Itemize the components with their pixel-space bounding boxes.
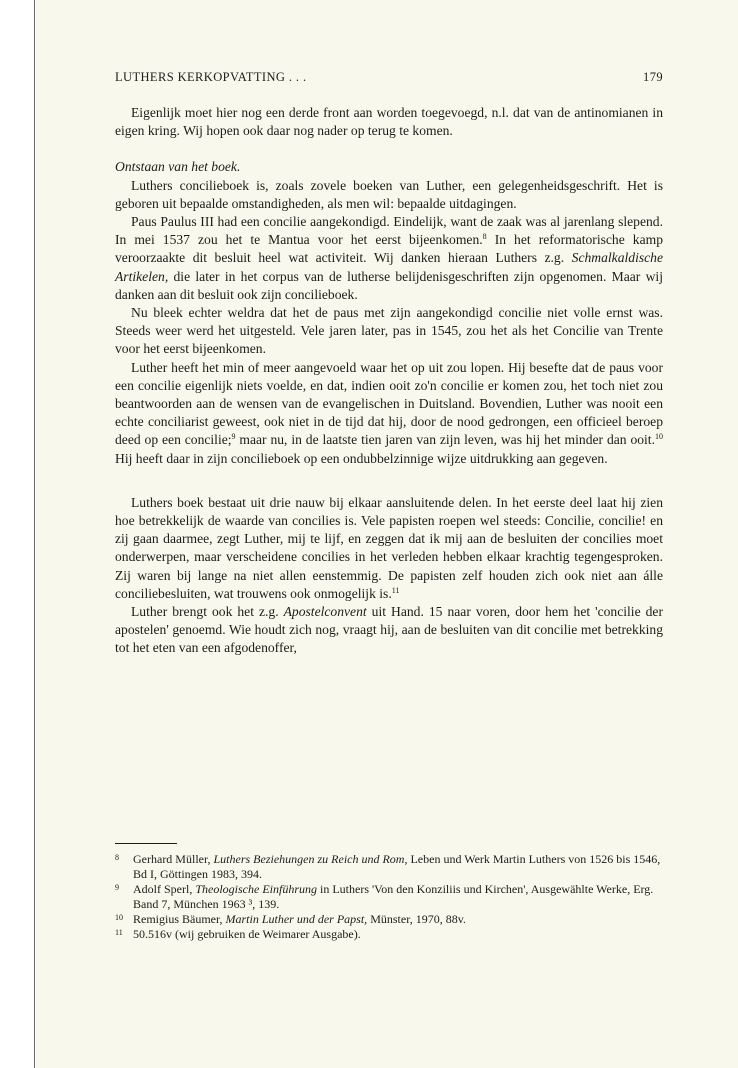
- paragraph-2-text: Luthers concilieboek is, zoals zovele boeken van Luther, een gelegenheidsgeschrift. Het is geboren uit bepaalde omstandigheden, als men wil: bepaalde uitdagingen.: [115, 177, 663, 211]
- paragraph-7-text-b: uit Hand. 15 naar voren, door hem het 'concilie der apostelen' genoemd. Wie houdt zich nog, vraagt hij, aan de besluiten van dit concilie met betrekking tot het eten van een afgodenoffer,: [115, 604, 663, 656]
- footnote-details: Leben und Werk Martin Luthers von 1526 bis 1546, Bd I, Göttingen 1983, 394.: [133, 852, 661, 881]
- footnote-author: Gerhard Müller,: [133, 852, 214, 866]
- paragraph-3-text-a: Paus Paulus III had een concilie aangekondigd. Eindelijk, want de zaak was al jarenlang slepend. In mei 1537 zou het te Mantua voor het eerst bijeenkomen.: [115, 214, 663, 248]
- paragraph-6: [115, 494, 663, 603]
- footnote-details: in Luthers 'Von den Konziliis und Kirchen', Ausgewählte Werke, Erg. Band 7, München 1963 ³, 139.: [133, 882, 654, 911]
- paragraph-3-italic: Schmalkaldische Artikelen,: [115, 250, 663, 284]
- footnote-9: [115, 882, 663, 912]
- footnote-author: Remigius Bäumer,: [133, 912, 226, 926]
- paragraph-1-text: Eigenlijk moet hier nog een derde front aan worden toegevoegd, n.l. dat van de antinomianen in eigen kring. Wij hopen ook daar nog nader op terug te komen.: [115, 105, 663, 139]
- paragraph-5-text-c: Hij heeft daar in zijn concilieboek op een ondubbelzinnige wijze uitdrukking aan gegeven.: [115, 450, 608, 466]
- footnote-number: 11: [115, 928, 123, 937]
- footnote-number: 9: [115, 883, 119, 892]
- paragraph-5: [115, 359, 663, 468]
- paragraph-2: [115, 177, 663, 213]
- footnote-title: Theologische Einführung: [195, 882, 317, 896]
- scan-edge-line: [34, 0, 35, 1068]
- scan-margin: [0, 0, 34, 1068]
- footnote-ref-9: 9: [231, 432, 236, 442]
- footnote-number: 8: [115, 853, 119, 862]
- paragraph-7-text-a: Luther brengt ook het z.g.: [131, 604, 284, 620]
- footnote-ref-11: 11: [391, 585, 400, 595]
- footnote-8: [115, 852, 663, 882]
- section-heading: Ontstaan van het boek.: [115, 159, 241, 175]
- paragraph-1: [115, 104, 663, 140]
- page-number: 179: [643, 70, 663, 84]
- footnote-number: 10: [115, 913, 123, 922]
- book-page: [36, 0, 738, 1068]
- paragraph-7: [115, 603, 663, 658]
- paragraph-5-text-a: Luther heeft het min of meer aangevoeld waar het op uit zou lopen. Hij besefte dat de paus voor een concilie eigenlijk niets voelde, en dat, indien ooit zo'n concilie er komen zou, het toch niet zou beantwoorden aan de wensen van de evangelischen in Duitsland. Bovendien, Luther was nooit een echte conciliarist geweest, ook niet in de tijd dat hij, door de nood gedrongen, een officieel beroep deed op een concilie;: [115, 359, 663, 448]
- section-gap: [115, 468, 663, 494]
- footnote-title: Luthers Beziehungen zu Reich und Rom,: [213, 852, 408, 866]
- footnotes: [115, 852, 663, 942]
- paragraph-4-text: Nu bleek echter weldra dat het de paus met zijn aangekondigd concilie niet volle ernst was. Steeds weer werd het uitgesteld. Vele jaren later, pas in 1545, zou het als het Concilie van Trente voor het eerst bijeenkomen.: [115, 305, 663, 357]
- footnote-11: [115, 927, 663, 942]
- paragraph-3: [115, 213, 663, 304]
- running-title: LUTHERS KERKOPVATTING . . .: [115, 70, 307, 84]
- paragraph-3-text-b: In het reformatorische kamp veroorzaakte dit besluit heel wat activiteit. Wij danken hieraan Luthers z.g.: [115, 232, 663, 266]
- paragraph-7-italic: Apostelconvent: [283, 604, 367, 620]
- paragraph-5-text-b: maar nu, in de laatste tien jaren van zijn leven, was hij het minder dan ooit.: [235, 432, 655, 448]
- footnote-divider: [115, 843, 177, 844]
- footnote-10: [115, 912, 663, 927]
- paragraph-6-text: Luthers boek bestaat uit drie nauw bij elkaar aansluitende delen. In het eerste deel laat hij zien hoe betrekkelijk de waarde van concilies is. Vele papisten roepen wel steeds: Concilie, concilie! en zij gaan daarmee, zegt Luther, mij te lijf, en zeggen dat ik mij aan de besluiten der concilies moet onderwerpen, maar verscheidene concilies in het verleden hebben elkaar krachtig tegengesproken. Zij waren bij lange na niet allen eenstemmig. De papisten zelf houden zich ook niet aan álle conciliebesluiten, wat trouwens ook onmogelijk is.: [115, 494, 663, 601]
- footnote-ref-8: 8: [482, 232, 487, 242]
- footnote-author: Adolf Sperl,: [133, 882, 196, 896]
- footnote-details: Münster, 1970, 88v.: [367, 912, 466, 926]
- body-text: [115, 104, 663, 658]
- footnote-text: 50.516v (wij gebruiken de Weimarer Ausgabe).: [133, 927, 361, 941]
- footnote-title: Martin Luther und der Papst,: [225, 912, 368, 926]
- paragraph-3-text-c: die later in het corpus van de lutherse belijdenisgeschriften zijn opgenomen. Maar wij danken aan dit besluit ook zijn concilieboek.: [115, 268, 663, 302]
- paragraph-4: [115, 304, 663, 359]
- footnote-ref-10: 10: [655, 432, 663, 442]
